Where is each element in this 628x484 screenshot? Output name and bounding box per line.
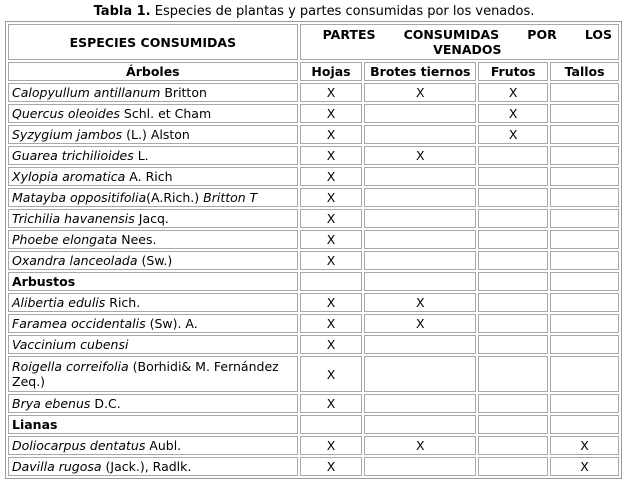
mark-cell-tallos [550,104,619,123]
mark-cell-brotes: X [364,293,476,312]
table-row [8,251,619,270]
mark-cell-brotes: X [364,83,476,102]
species-name: Faramea occidentalis [12,316,146,331]
species-name: Roigella correifolia [12,359,129,374]
mark-cell-hojas: X [300,209,363,228]
table-body [8,83,619,476]
mark-cell-brotes [364,394,476,413]
group-label: Arbustos [8,272,298,291]
mark-cell-hojas: X [300,146,363,165]
table-row [8,146,619,165]
species-author: Nees. [117,232,157,247]
empty-cell [550,272,619,291]
species-name: Trichilia havanensis [12,211,135,226]
mark-cell-frutos: X [478,104,548,123]
species-author: (Sw). A. [145,316,198,331]
column-header-brotes: Brotes tiernos [364,62,476,81]
mark-cell-tallos [550,293,619,312]
mark-cell-frutos [478,209,548,228]
species-author-italic: Britton T [203,190,258,205]
mark-cell-hojas: X [300,293,363,312]
empty-cell [364,272,476,291]
species-name: Guarea trichilioides [12,148,134,163]
mark-cell-brotes [364,251,476,270]
mark-cell-tallos [550,188,619,207]
species-name: Oxandra lanceolada [12,253,138,268]
table-row [8,314,619,333]
mark-cell-frutos: X [478,125,548,144]
caption-label: Tabla 1. [93,4,151,19]
species-name-cell [8,104,298,123]
species-author: (Borhidi& M. Fernández Zeq.) [12,359,279,389]
species-name-cell [8,394,298,413]
mark-cell-brotes [364,356,476,392]
table-row [8,167,619,186]
species-name-cell [8,83,298,102]
mark-cell-tallos [550,314,619,333]
mark-cell-tallos [550,230,619,249]
mark-cell-tallos: X [550,436,619,455]
mark-cell-frutos [478,251,548,270]
mark-cell-tallos [550,83,619,102]
mark-cell-frutos: X [478,83,548,102]
table-row [8,104,619,123]
species-name-cell [8,209,298,228]
mark-cell-hojas: X [300,356,363,392]
mark-cell-hojas: X [300,457,363,476]
table-row [8,188,619,207]
species-author: Britton [160,85,207,100]
species-author: (L.) Alston [122,127,190,142]
empty-cell [550,415,619,434]
mark-cell-hojas: X [300,104,363,123]
mark-cell-hojas: X [300,335,363,354]
empty-cell [300,272,363,291]
species-name-cell [8,188,298,207]
species-name-cell [8,125,298,144]
caption-text: Especies de plantas y partes consumidas por los venados. [150,4,535,19]
species-table [5,21,622,479]
mark-cell-frutos [478,230,548,249]
species-author: D.C. [90,396,121,411]
table-row [8,125,619,144]
species-name: Matayba oppositifolia [12,190,147,205]
species-name: Vaccinium cubensi [12,337,129,352]
species-name-cell [8,146,298,165]
species-name-cell [8,167,298,186]
table-row [8,209,619,228]
mark-cell-frutos [478,436,548,455]
mark-cell-hojas: X [300,251,363,270]
column-header-tallos: Tallos [550,62,619,81]
mark-cell-brotes [364,167,476,186]
mark-cell-brotes: X [364,146,476,165]
group-row [8,272,619,291]
mark-cell-hojas: X [300,436,363,455]
mark-cell-hojas: X [300,167,363,186]
mark-cell-brotes [364,457,476,476]
group-row [8,415,619,434]
species-author: L. [133,148,149,163]
species-author: (A.Rich.) [146,190,204,205]
species-author: A. Rich [125,169,173,184]
mark-cell-frutos [478,457,548,476]
species-name: Brya ebenus [12,396,91,411]
species-name-cell [8,293,298,312]
mark-cell-tallos [550,167,619,186]
species-author: (Jack.), Radlk. [101,459,192,474]
table-row [8,83,619,102]
mark-cell-brotes [364,188,476,207]
species-name-cell [8,335,298,354]
species-name: Phoebe elongata [12,232,118,247]
table-row [8,293,619,312]
species-name-cell [8,230,298,249]
mark-cell-tallos [550,125,619,144]
table-caption [0,4,628,20]
mark-cell-tallos [550,251,619,270]
mark-cell-tallos [550,146,619,165]
species-name-cell [8,251,298,270]
header-row-sub [8,62,619,81]
table-row [8,457,619,476]
mark-cell-hojas: X [300,125,363,144]
species-name: Alibertia edulis [12,295,106,310]
mark-cell-frutos [478,146,548,165]
species-author: (Sw.) [137,253,173,268]
species-name-cell [8,436,298,455]
species-name: Syzygium jambos [12,127,123,142]
mark-cell-brotes: X [364,436,476,455]
parts-column-header: PARTES CONSUMIDAS POR LOS VENADOS [300,24,619,60]
mark-cell-brotes [364,104,476,123]
mark-cell-tallos: X [550,457,619,476]
mark-cell-tallos [550,209,619,228]
mark-cell-tallos [550,335,619,354]
mark-cell-frutos [478,356,548,392]
mark-cell-frutos [478,167,548,186]
empty-cell [478,272,548,291]
group-label: Lianas [8,415,298,434]
mark-cell-frutos [478,293,548,312]
empty-cell [300,415,363,434]
species-name: Doliocarpus dentatus [12,438,146,453]
species-author: Rich. [105,295,141,310]
column-header-frutos: Frutos [478,62,548,81]
column-header-hojas: Hojas [300,62,363,81]
empty-cell [478,415,548,434]
species-author: Schl. et Cham [119,106,212,121]
mark-cell-hojas: X [300,230,363,249]
mark-cell-hojas: X [300,188,363,207]
mark-cell-brotes: X [364,314,476,333]
species-column-header: ESPECIES CONSUMIDAS [8,24,298,60]
table-row [8,436,619,455]
mark-cell-brotes [364,209,476,228]
table-row [8,335,619,354]
mark-cell-hojas: X [300,83,363,102]
table-row [8,394,619,413]
mark-cell-tallos [550,394,619,413]
mark-cell-frutos [478,335,548,354]
mark-cell-frutos [478,394,548,413]
species-author: Jacq. [134,211,169,226]
header-row-top [8,24,619,60]
table-row [8,230,619,249]
mark-cell-brotes [364,125,476,144]
mark-cell-frutos [478,314,548,333]
species-name: Xylopia aromatica [12,169,126,184]
species-name-cell [8,457,298,476]
group-header-trees: Árboles [8,62,298,81]
species-name-cell [8,356,298,392]
mark-cell-brotes [364,335,476,354]
species-name: Davilla rugosa [12,459,102,474]
species-name-cell [8,314,298,333]
mark-cell-hojas: X [300,314,363,333]
mark-cell-frutos [478,188,548,207]
table-row [8,356,619,392]
mark-cell-tallos [550,356,619,392]
mark-cell-hojas: X [300,394,363,413]
empty-cell [364,415,476,434]
species-name: Quercus oleoides [12,106,120,121]
species-name: Calopyullum antillanum [12,85,161,100]
species-author: Aubl. [145,438,182,453]
mark-cell-brotes [364,230,476,249]
